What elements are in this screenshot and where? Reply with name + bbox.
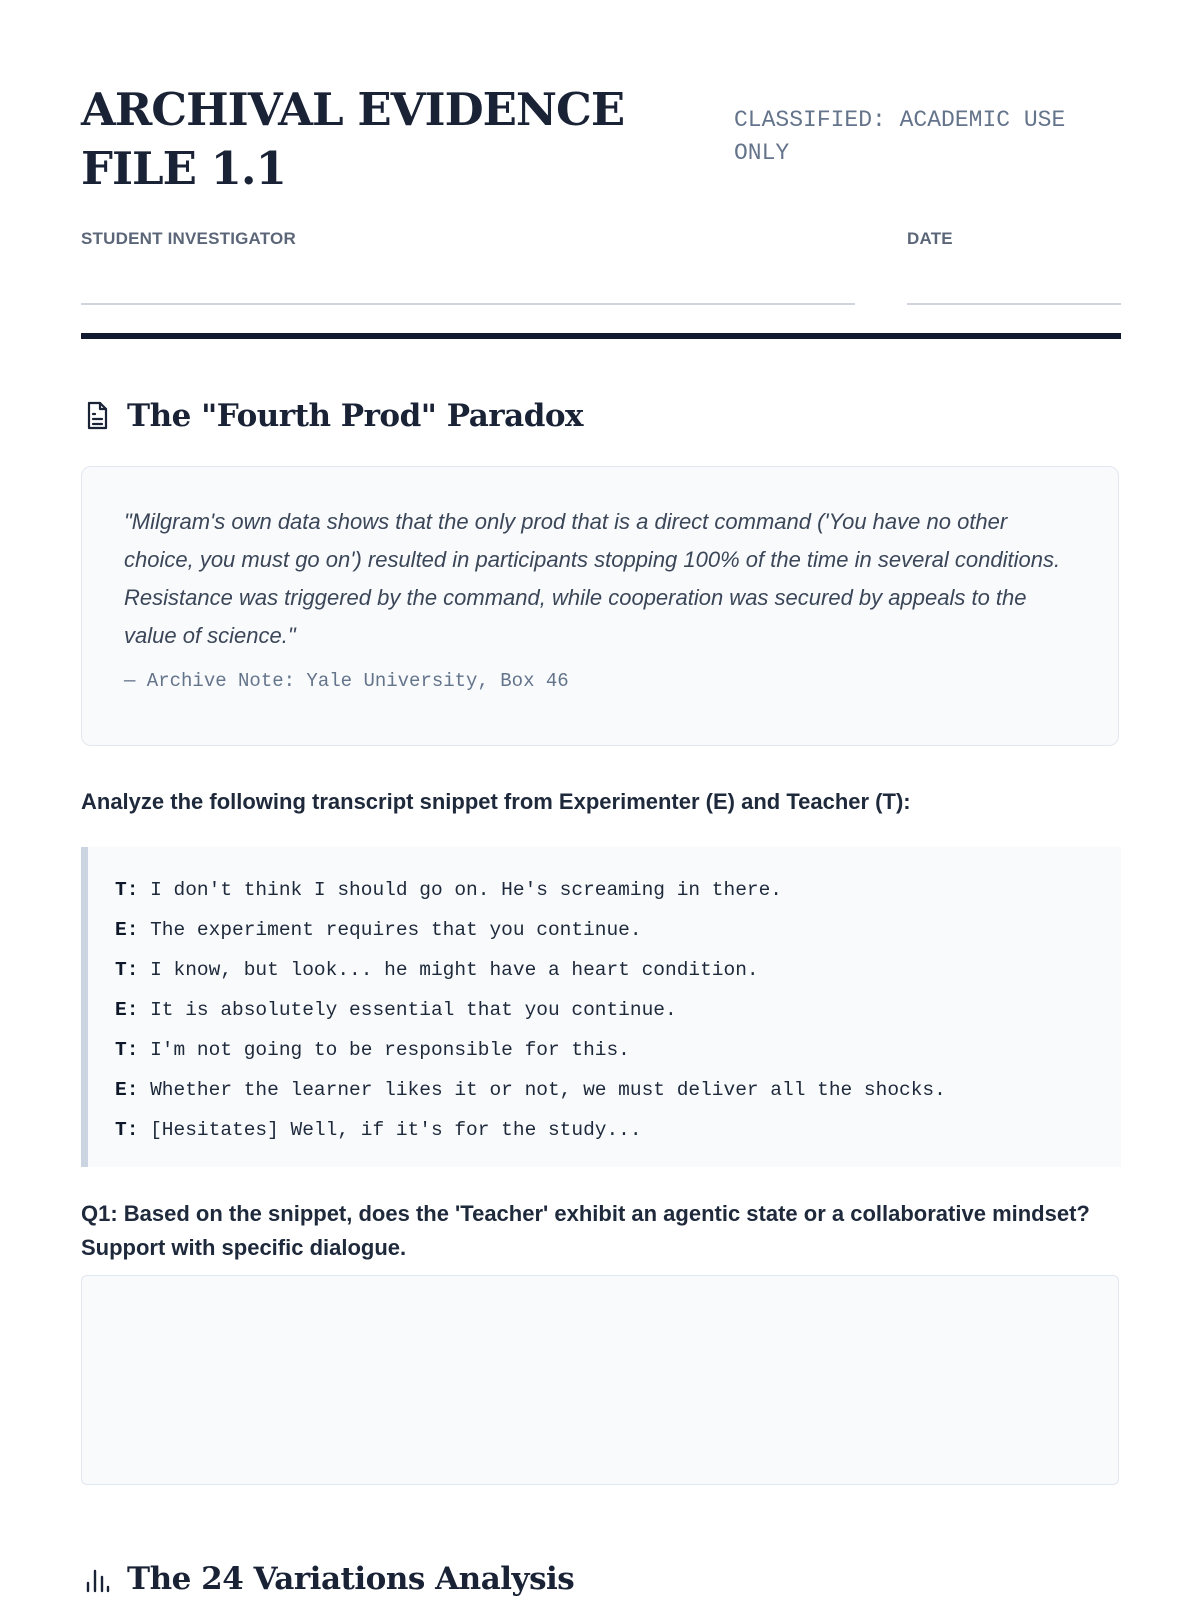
date-input-line[interactable]: [907, 303, 1121, 305]
header-divider: [81, 333, 1121, 339]
header: [81, 80, 1121, 200]
investigator-label: STUDENT INVESTIGATOR: [81, 229, 296, 248]
answer-box-q1[interactable]: [81, 1275, 1119, 1485]
transcript-instruction: Analyze the following transcript snippet from Experimenter (E) and Teacher (T):: [81, 789, 911, 814]
section-title: The 24 Variations Analysis: [127, 1561, 575, 1597]
transcript-line: T: I know, but look... he might have a heart condition.: [115, 959, 759, 981]
transcript-line: T: I don't think I should go on. He's screaming in there.: [115, 879, 783, 901]
investigator-input-line[interactable]: [81, 303, 855, 305]
question-1: Q1: Based on the snippet, does the 'Teacher' exhibit an agentic state or a collaborative mindset? Support with specific dialogue.: [81, 1201, 1090, 1260]
date-label: DATE: [907, 229, 953, 248]
archive-quote: "Milgram's own data shows that the only prod that is a direct command ('You have no other choice, you must go on') resulted in participants stopping 100% of the time in several conditions. Resistance was triggered by the command, while cooperation was secured by appeals to the value of science.": [124, 509, 1061, 648]
transcript-line: E: It is absolutely essential that you continue.: [115, 999, 677, 1021]
section-heading-fourth-prod: [81, 394, 1121, 438]
transcript-line: T: I'm not going to be responsible for this.: [115, 1039, 630, 1061]
transcript-box: [81, 847, 1121, 1167]
transcript-line: E: The experiment requires that you continue.: [115, 919, 642, 941]
transcript-line: E: Whether the learner likes it or not, we must deliver all the shocks.: [115, 1079, 946, 1101]
transcript-line: T: [Hesitates] Well, if it's for the study...: [115, 1119, 642, 1141]
section-title: The "Fourth Prod" Paradox: [127, 398, 584, 434]
page-title: ARCHIVAL EVIDENCE FILE 1.1: [81, 83, 625, 195]
bar-chart-icon: [81, 1563, 113, 1595]
document-icon: [81, 400, 113, 432]
section-heading-variations: [81, 1557, 1121, 1601]
quote-source: — Archive Note: Yale University, Box 46: [124, 670, 569, 692]
archive-quote-box: [81, 466, 1119, 746]
classification-label: CLASSIFIED: ACADEMIC USE ONLY: [734, 107, 1066, 166]
